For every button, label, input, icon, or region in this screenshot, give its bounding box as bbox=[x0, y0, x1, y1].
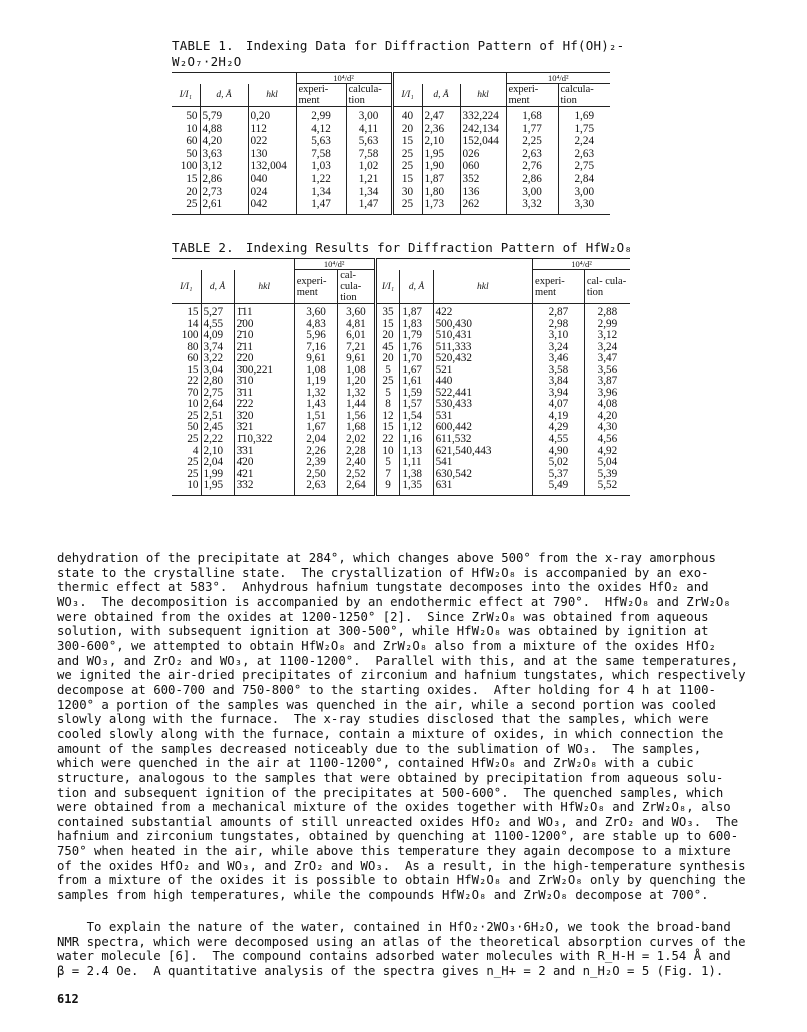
table2-caption bbox=[172, 240, 632, 256]
table2-d-values: 5,27 4,55 4,09 3,74 3,22 3,04 2,80 2,75 2,64 2,51 2,45 2,22 2,10 2,04 1,99 1,95 bbox=[201, 304, 234, 496]
table1-i-values-2: 40 20 15 25 25 15 30 25 bbox=[392, 107, 422, 215]
table2-col-hkl: hkl bbox=[234, 270, 294, 304]
table2-hkl-values-2: 422 500,430 510,431 511,333 520,432 521 440 522,441 530,433 531 600,442 611,532 621,540,443 541 630,542 631 bbox=[433, 304, 532, 496]
table2-i-values-2: 35 15 20 45 20 5 25 5 8 12 15 22 10 5 7 9 bbox=[375, 304, 400, 496]
table1-col-hkl-2: hkl bbox=[460, 84, 506, 107]
table2-exp-values: 3,60 4,83 5,96 7,16 9,61 1,08 1,19 1,32 1,43 1,51 1,67 2,04 2,26 2,39 2,50 2,63 bbox=[294, 304, 338, 496]
table2-col-hkl-2: hkl bbox=[433, 270, 532, 304]
table2-i-values: 15 14 100 80 60 15 22 70 10 25 50 25 4 25 25 10 bbox=[172, 304, 201, 496]
table1-d-values-2: 2,47 2,36 2,10 1,95 1,90 1,87 1,80 1,73 bbox=[422, 107, 460, 215]
table2-col-exp-2: experi- ment bbox=[533, 270, 585, 304]
table2-caption-number: TABLE 2. bbox=[172, 240, 234, 255]
table1-calc-values-2: 1,69 1,75 2,24 2,63 2,75 2,84 3,00 3,30 bbox=[558, 107, 610, 215]
table1-hkl-values: 0,20 112 022 130 132,004 040 024 042 bbox=[248, 107, 296, 215]
table1-group-header-right: 10⁴/d² bbox=[506, 73, 610, 84]
table2-caption-text: Indexing Results for Diffraction Pattern of HfW₂O₈ bbox=[245, 240, 633, 255]
page-number: 612 bbox=[57, 992, 79, 1006]
table1-col-d: d, Å bbox=[200, 84, 248, 107]
table2 bbox=[172, 258, 630, 496]
table1-caption bbox=[172, 38, 624, 70]
table2-hkl-values: 1̄11 2̄00 2̄10 2̄11 2̄20 3̄00,221 3̄10 3̄11 2̄22 3̄20 3̄21 1̄10,322 3̄31 4̄20 4̄21 3̄32 bbox=[234, 304, 294, 496]
table1-col-i-2: I/I₁ bbox=[392, 84, 422, 107]
table1-exp-values: 2,99 4,12 5,63 7,58 1,03 1,22 1,34 1,47 bbox=[296, 107, 346, 215]
table1-hkl-values-2: 332,224 242,134 152,044 026 060 352 136 262 bbox=[460, 107, 506, 215]
table1-col-i: I/I₁ bbox=[172, 84, 200, 107]
body-paragraph-1: dehydration of the precipitate at 284°, which changes above 500° from the x-ray amorphous state to the crystalline state. The crystallization of HfW₂O₈ is accompanied by an exo- thermic effect at 583°. Anhydrous hafnium tungstate decomposes into the oxides HfO₂ and WO₃. The decomposition is accompanied by an endothermic effect at 790°. HfW₂O₈ and ZrW₂O₈ were obtained from the oxides at 1200-1250° [2]. Since ZrW₂O₈ was obtained from aqueous solution, with subsequent ignition at 300-500°, while HfW₂O₈ was obtained by ignition at 300-600°, we attempted to obtain HfW₂O₈ and ZrW₂O₈ also from a mixture of the oxides HfO₂ and WO₃, and ZrO₂ and WO₃, at 1100-1200°. Parallel with this, and at the same temperatures, we ignited the air-dried precipitates of zirconium and hafnium tungstates, which respectively decompose at 600-700 and 750-800° to the starting oxides. After holding for 4 h at 1100- 1200° a portion of the samples was quenched in the air, while a second portion was cooled slowly along with the furnace. The x-ray studies disclosed that the samples, which were cooled slowly along with the furnace, contain a mixture of oxides, in which connection the amount of the samples decreased noticeably due to the sublimation of WO₃. The samples, which were quenched in the air at 1100-1200°, contained HfW₂O₈ and ZrW₂O₈ with a cubic structure, analogous to the samples that were obtained by precipitation from aqueous solu- tion and subsequent ignition of the precipitates at 500-600°. The quenched samples, which were obtained from a mechanical mixture of the oxides together with HfW₂O₈ and ZrW₂O₈, also contained substantial amounts of still unreacted oxides HfO₂ and WO₃, and ZrO₂ and WO₃. The hafnium and zirconium tungstates, obtained by quenching at 1100-1200°, are stable up to 600- 750° when heated in the air, while above this temperature they again decompose to a mixture of the oxides HfO₂ and WO₃, and ZrO₂ and WO₃. As a result, in the high-temperature synthesis from a mixture of the oxides it is possible to obtain HfW₂O₈ and ZrW₂O₈ only by quenching the samples from high temperatures, while the compounds HfW₂O₈ and ZrW₂O₈ decompose at 700°. bbox=[57, 551, 746, 903]
table1-i-values: 50 10 60 50 100 15 20 25 bbox=[172, 107, 200, 215]
table1-group-header-left: 10⁴/d² bbox=[296, 73, 392, 84]
table2-col-i: I/I₁ bbox=[172, 270, 201, 304]
table2-col-d-2: d, Å bbox=[400, 270, 433, 304]
table2-col-i-2: I/I₁ bbox=[375, 270, 400, 304]
table1-d-values: 5,79 4,88 4,20 3,63 3,12 2,86 2,73 2,61 bbox=[200, 107, 248, 215]
table1-col-calc-2: calcula- tion bbox=[558, 84, 610, 107]
table2-group-header-right: 10⁴/d² bbox=[533, 259, 630, 270]
table2-exp-values-2: 2,87 2,98 3,10 3,24 3,46 3,58 3,84 3,94 4,07 4,19 4,29 4,55 4,90 5,02 5,37 5,49 bbox=[533, 304, 585, 496]
table2-group-header-left: 10⁴/d² bbox=[294, 259, 375, 270]
table1-exp-values-2: 1,68 1,77 2,25 2,63 2,76 2,86 3,00 3,32 bbox=[506, 107, 558, 215]
table2-col-calc: cal- cula- tion bbox=[338, 270, 375, 304]
table1-caption-line1: Indexing Data for Diffraction Pattern of Hf(OH)₂- bbox=[245, 38, 625, 53]
table2-d-values-2: 1,87 1,83 1,79 1,76 1,70 1,67 1,61 1,59 1,57 1,54 1,12 1,16 1,13 1,11 1,38 1,35 bbox=[400, 304, 433, 496]
table1-col-exp: experi- ment bbox=[296, 84, 346, 107]
table1-col-d-2: d, Å bbox=[422, 84, 460, 107]
table1-caption-line2: W₂O₇·2H₂O bbox=[172, 54, 242, 69]
table2-col-exp: experi- ment bbox=[294, 270, 338, 304]
table2-calc-values-2: 2,88 2,99 3,12 3,24 3,47 3,56 3,87 3,96 4,08 4,20 4,30 4,56 4,92 5,04 5,39 5,52 bbox=[584, 304, 630, 496]
table1-caption-number: TABLE 1. bbox=[172, 38, 234, 53]
table2-calc-values: 3,60 4,81 6,01 7,21 9,61 1,08 1,20 1,32 1,44 1,56 1,68 2,02 2,28 2,40 2,52 2,64 bbox=[338, 304, 375, 496]
table2-col-d: d, Å bbox=[201, 270, 234, 304]
table1-col-calc: calcula- tion bbox=[346, 84, 392, 107]
body-paragraph-2: To explain the nature of the water, contained in HfO₂·2WO₃·6H₂O, we took the broad-band NMR spectra, which were decomposed using an atlas of the theoretical absorption curves of the water molecule [6]. The compound contains adsorbed water molecules with R_H-H = 1.54 Å and β = 2.4 Oe. A quantitative analysis of the spectra gives n_H+ = 2 and n_H₂O = 5 (Fig. 1). bbox=[57, 920, 746, 978]
table1 bbox=[172, 72, 610, 215]
table1-col-hkl: hkl bbox=[248, 84, 296, 107]
table2-col-calc-2: cal- cula- tion bbox=[584, 270, 630, 304]
table1-calc-values: 3,00 4,11 5,63 7,58 1,02 1,21 1,34 1,47 bbox=[346, 107, 392, 215]
table1-col-exp-2: experi- ment bbox=[506, 84, 558, 107]
